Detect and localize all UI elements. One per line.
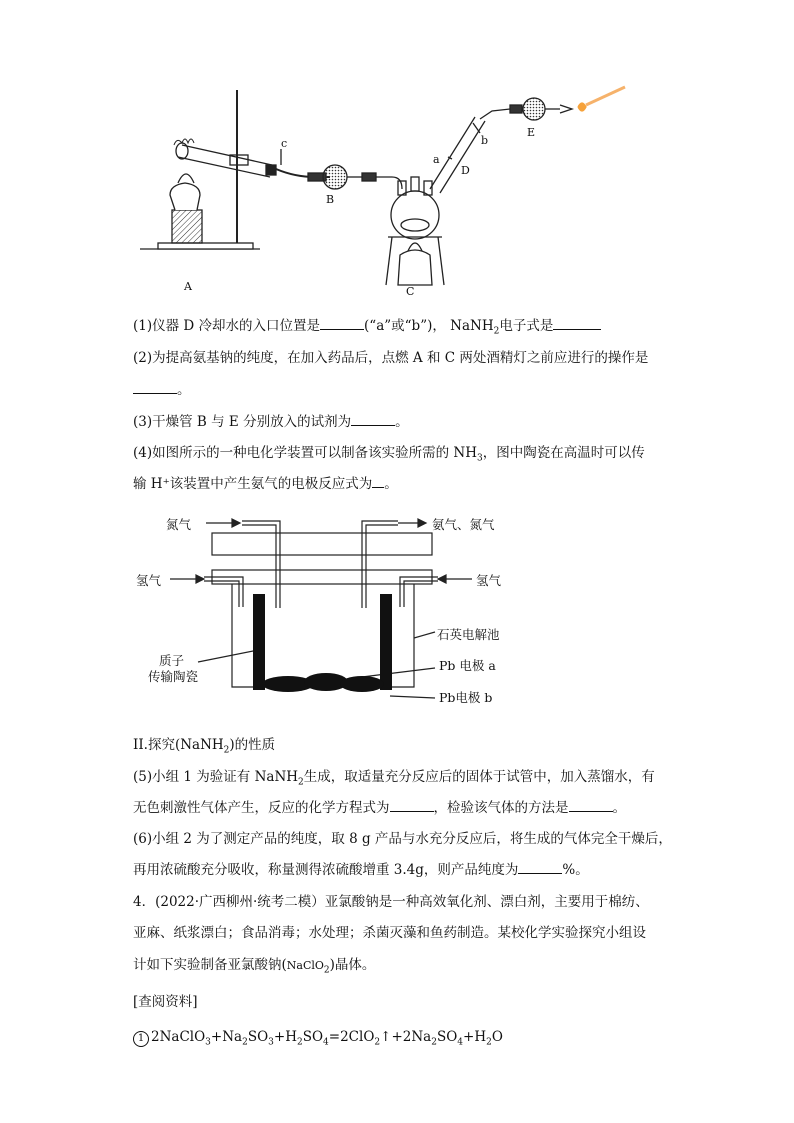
label-electrode-b: Pb电极 b	[439, 690, 493, 705]
question-5-line2: 无色刺激性气体产生，反应的化学方程式为 ，检验该气体的方法是 。	[133, 800, 626, 816]
label-D: D	[461, 164, 470, 177]
part-2-heading: II.探究(NaNH$_2$)的性质	[133, 737, 276, 756]
question-2: (2)为提高氨基钠的纯度，在加入药品后，点燃 A 和 C 两处酒精灯之前应进行的操作是	[133, 350, 649, 366]
question-4: (4)如图所示的一种电化学装置可以制备该实验所需的 $NH_3$，图中陶瓷在高温时可以传	[133, 445, 645, 464]
label-hydrogen-left: 氢气	[136, 573, 162, 588]
question-1: (1)仪器 D 冷却水的入口位置是 (“a”或“b”)， NaNH$_2$电子式是	[133, 316, 601, 342]
label-ceramic-1: 质子	[159, 653, 185, 668]
question-6: (6)小组 2 为了测定产品的纯度，取 8 g 产品与水充分反应后，将生成的气体完全干燥后，	[133, 831, 672, 847]
label-a: a	[433, 153, 440, 166]
question-3: (3)干燥管 B 与 E 分别放入的试剂为 。	[133, 414, 409, 430]
equation-1: 1 $2NaClO_3+Na_2SO_3+H_2SO_4=2ClO_2↑+2Na_2SO_4+H_2O$	[133, 1027, 503, 1053]
label-c: c	[281, 137, 288, 150]
label-A: A	[184, 280, 192, 293]
label-electrode-a: Pb 电极 a	[439, 658, 496, 673]
label-ceramic-2: 传输陶瓷	[148, 669, 199, 684]
label-quartz-cell: 石英电解池	[437, 627, 500, 642]
label-C: C	[406, 285, 415, 298]
apparatus-diagram	[130, 85, 640, 300]
problem-4-line1: 4．(2022·广西柳州·统考二模）亚氯酸钠是一种高效氧化剂、漂白剂，主要用于棉纺、	[133, 894, 649, 910]
label-b: b	[481, 134, 489, 147]
problem-4-line2: 亚麻、纸浆漂白；食品消毒；水处理；杀菌灭藻和鱼药制造。某校化学实验探究小组设	[133, 925, 646, 941]
question-2-answer: 。	[133, 380, 191, 400]
label-nitrogen-in: 氮气	[166, 517, 192, 532]
label-B: B	[326, 193, 335, 206]
equation-number: 1	[133, 1031, 149, 1047]
label-hydrogen-right: 氢气	[476, 573, 502, 588]
label-E: E	[527, 126, 536, 139]
question-5: (5)小组 1 为验证有 NaNH$_2$生成，取适量充分反应后的固体于试管中，加入蒸馏水，有	[133, 769, 655, 788]
reference-heading: [查阅资料]	[133, 994, 198, 1010]
label-outlet-gases: 氨气、氮气	[432, 517, 495, 532]
question-6-line2: 再用浓硫酸充分吸收，称量测得浓硫酸增重 3.4g，则产品纯度为 %。	[133, 862, 589, 878]
question-4-line2: 输 H⁺该装置中产生氨气的电极反应式为 。	[133, 476, 398, 492]
problem-4-line3: 计如下实验制备亚氯酸钠(NaClO$_2$)晶体。	[133, 957, 376, 976]
